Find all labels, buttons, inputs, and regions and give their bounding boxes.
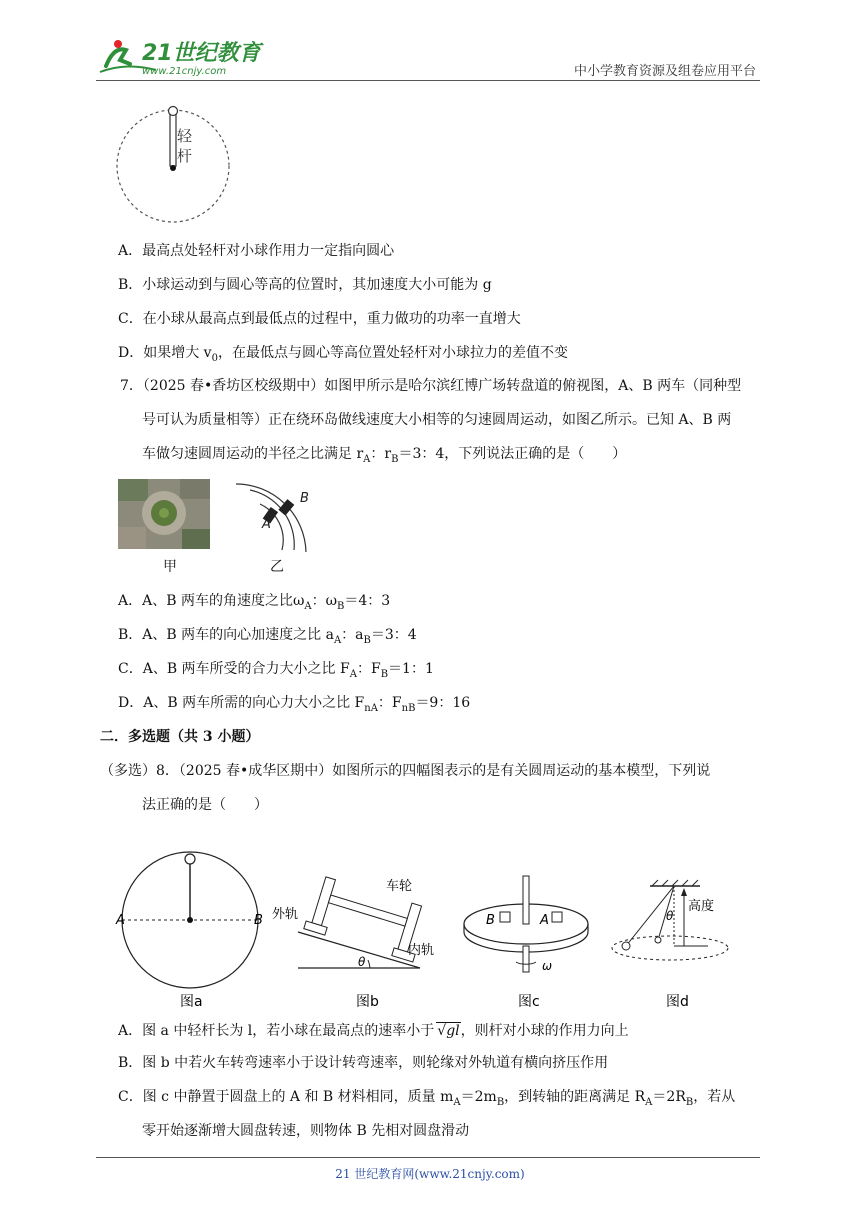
q6-option-b: B．小球运动到与圆心等高的位置时，其加速度大小可能为 g — [118, 277, 492, 293]
fig-c-label-b: B — [486, 913, 495, 928]
q7-option-c: C．A、B 两车所受的合力大小之比 $F_A$：$F_B=1$：1 — [118, 661, 434, 680]
fig-b-outer-rail: 外轨 — [272, 907, 299, 922]
q7-stem-line1: 7．（2025 春•香坊区校级期中）如图甲所示是哈尔滨红博广场转盘道的俯视图，A、B 两车（同种型 — [120, 378, 742, 394]
q8-option-c-line2: 零开始逐渐增大圆盘转速，则物体 B 先相对圆盘滑动 — [142, 1123, 470, 1139]
fig-jia-caption: 甲 — [163, 559, 177, 575]
q6-option-a: A．最高点处轻杆对小球作用力一定指向圆心 — [118, 243, 395, 259]
q7-stem-line3: 车做匀速圆周运动的半径之比满足 $r_A$：$r_B=3$：4，下列说法正确的是（ ） — [142, 446, 627, 465]
q8-option-b: B．图 b 中若火车转弯速率小于设计转弯速率，则轮缘对外轨道有横向挤压作用 — [118, 1055, 609, 1071]
q8-option-a: A．图 a 中轻杆长为 l，若小球在最高点的速率小于 √gl，则杆对小球的作用力向上 — [118, 1023, 629, 1039]
q8-figures — [110, 850, 750, 1015]
fig-c-label-a: A — [540, 913, 549, 928]
section-title: 二．多选题（共 3 小题） — [100, 729, 260, 745]
fig-yi-caption: 乙 — [270, 559, 284, 575]
fig-b-caption: 图b — [356, 994, 379, 1010]
header-divider — [96, 80, 760, 81]
fig-roundabout-photo — [118, 479, 210, 549]
fig-b — [272, 875, 434, 1010]
fig-d-caption: 图d — [666, 994, 689, 1010]
fig-d-height: 高度 — [688, 899, 715, 914]
footer-divider — [96, 1157, 760, 1158]
footer-link[interactable]: 21 世纪教育网(www.21cnjy.com) — [335, 1167, 525, 1181]
q8-stem-line2: 法正确的是（ ） — [142, 797, 268, 813]
q8-option-c-line1: C．图 c 中静置于圆盘上的 A 和 B 材料相同，质量 $m_A=2m_B$，到转轴的距离满足 $R_A=2R_B$，若从 — [118, 1089, 736, 1108]
fig-c — [464, 876, 588, 1010]
fig-d-theta: θ — [666, 909, 674, 923]
fig-d — [612, 880, 728, 1010]
fig-b-inner-rail: 内轨 — [408, 943, 435, 958]
fig-b-wheel: 车轮 — [386, 879, 413, 894]
q7-stem-line2: 号可认为质量相等）正在绕环岛做线速度大小相等的匀速圆周运动，如图乙所示。已知 A、B 两 — [142, 412, 732, 428]
fig-c-omega: ω — [542, 959, 553, 973]
fig-a-label-b: B — [254, 913, 263, 928]
q8-stem-line1: （多选）8．（2025 春•成华区期中）如图所示的四幅图表示的是有关圆周运动的基本模型，下列说 — [100, 763, 711, 779]
car-a-label: A — [262, 517, 271, 532]
q7-option-d: D．A、B 两车所需的向心力大小之比 $F_{nA}$：$F_{nB}=9$：16 — [118, 695, 471, 714]
rod-label: 轻杆 — [177, 127, 193, 165]
logo-url: www.21cnjy.com — [142, 66, 227, 77]
fig-b-theta: θ — [358, 955, 366, 969]
fig-c-caption: 图c — [518, 994, 540, 1010]
car-b-label: B — [300, 491, 309, 506]
fig-a — [115, 852, 263, 1010]
q7-option-a: A．A、B 两车的角速度之比$\omega_A$：$\omega_B=4$：3 — [118, 593, 391, 612]
site-logo — [96, 36, 266, 80]
fig-light-rod-circle — [115, 104, 233, 224]
q7-option-b: B．A、B 两车的向心加速度之比 $a_A$：$a_B=3$：4 — [118, 627, 417, 646]
fig-a-caption: 图a — [180, 994, 203, 1010]
q6-option-d: D．如果增大 $v_0$，在最低点与圆心等高位置处轻杆对小球拉力的差值不变 — [118, 345, 568, 364]
fig-a-label-a: A — [116, 913, 125, 928]
logo-text: 21世纪教育 — [142, 41, 261, 66]
q6-option-c: C．在小球从最高点到最低点的过程中，重力做功的功率一直增大 — [118, 311, 521, 327]
fig-cars-arc — [230, 480, 320, 556]
header-platform-text: 中小学教育资源及组卷应用平台 — [573, 64, 756, 79]
